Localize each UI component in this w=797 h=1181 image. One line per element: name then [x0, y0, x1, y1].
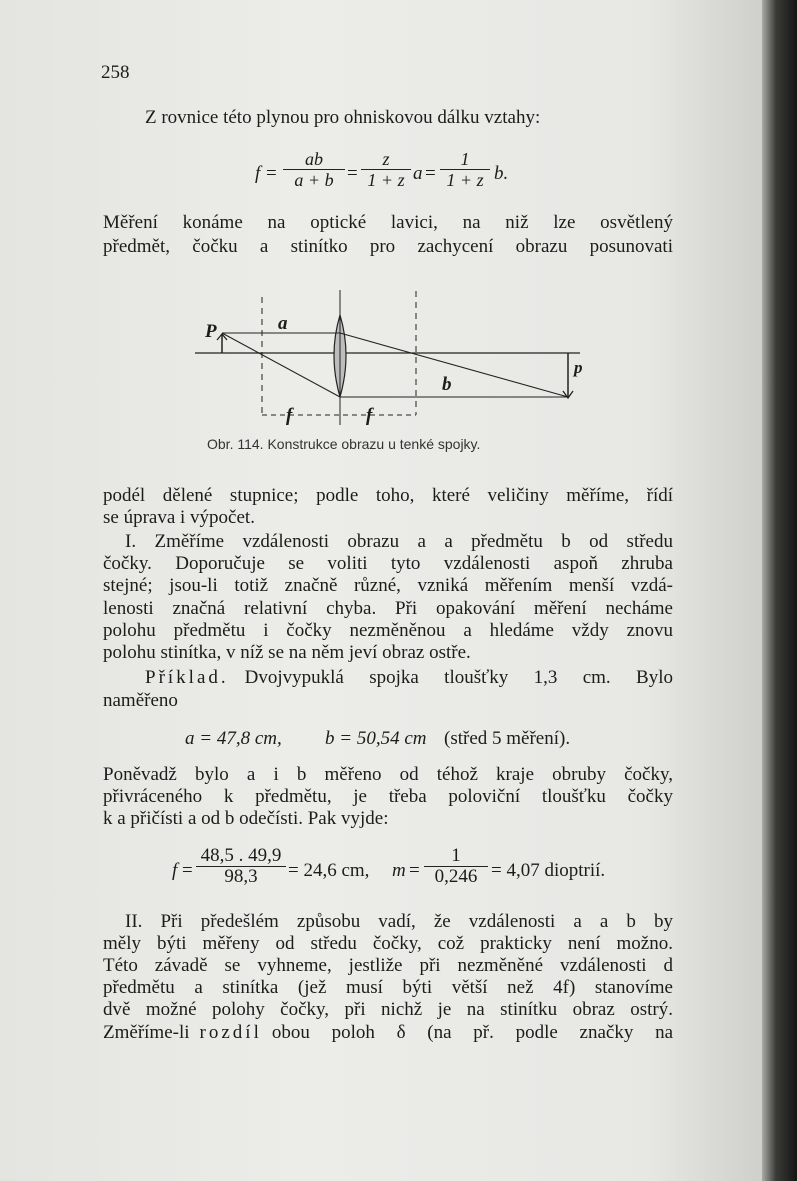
paragraph-line: I. Změříme vzdálenosti obrazu a a předmětu b od středu [125, 531, 673, 552]
paragraph-line: k a přičísti a od b odečísti. Pak vyjde: [103, 808, 389, 829]
last-line-start: Změříme-li [103, 1022, 190, 1043]
figure-caption: Obr. 114. Konstrukce obrazu u tenké spojky. [207, 436, 481, 452]
paragraph-line: stejné; jsou-li totiž značně různé, vzniká měřením menší vzdá- [103, 575, 673, 596]
label-a: a [278, 313, 288, 334]
paragraph-line: Měření konáme na optické lavici, na niž lze osvětlený [103, 212, 673, 233]
label-b: b [442, 374, 452, 395]
paragraph-line: II. Při předešlém způsobu vadí, že vzdálenosti a a b by [125, 911, 673, 932]
book-spine [762, 0, 797, 1181]
formula-eq: = [266, 163, 277, 184]
example-text: Dvojvypuklá spojka tloušťky 1,3 cm. Bylo [244, 667, 673, 688]
paragraph-line: lenosti značná relativní chyba. Při opakování měření necháme [103, 598, 673, 619]
last-line-end: obou poloh δ (na př. podle značky na [271, 1022, 673, 1043]
fraction-ab: $\frac{ab}{a + b}$ [283, 149, 345, 190]
paragraph-line: polohu předmětu i čočky nezměněnou a hledáme vždy znovu [103, 620, 673, 641]
label-p: p [574, 358, 583, 377]
formula2-result2: = 4,07 dioptrií. [491, 860, 606, 881]
formula2-result1: = 24,6 cm, [288, 860, 370, 881]
paragraph-line: Této závadě se vyhneme, jestliže při nezměněné vzdálenosti d [103, 955, 673, 976]
paragraph-line: polohu stinítka, v níž se na něm jeví obraz ostře. [103, 642, 471, 663]
example-label: Příklad. [145, 667, 229, 688]
fraction-z: $\frac{z}{1 + z}$ [361, 149, 411, 190]
intro-line: Z rovnice této plynou pro ohniskovou dálku vztahy: [145, 107, 541, 128]
page-number: 258 [101, 62, 130, 83]
measure-a: a = 47,8 cm, [185, 728, 282, 749]
last-line-spaced: rozdíl [199, 1022, 262, 1043]
fraction-one: $\frac{1}{1 + z}$ [440, 149, 490, 190]
paragraph-line: předmětu a stinítka (jež musí býti větší než 4f) stanovíme [103, 977, 673, 998]
paragraph-line: naměřeno [103, 690, 178, 711]
paragraph-line: předmět, čočku a stinítko pro zachycení obrazu posunovati [103, 236, 673, 257]
paragraph-line: podél dělené stupnice; podle toho, které veličiny měříme, řídí [103, 485, 673, 506]
paragraph-line: dvě možné polohy čočky, při nichž je na stinítku obraz ostrý. [103, 999, 673, 1020]
formula-b: b. [494, 163, 509, 184]
formula2-f: f [172, 860, 178, 881]
label-P: P [205, 321, 217, 342]
fraction-dioptre: $\frac{1}{0,246}$ [424, 846, 488, 887]
formula-a: a [413, 163, 423, 184]
lens-construction-diagram [190, 285, 590, 430]
measure-b: b = 50,54 cm [325, 728, 427, 749]
formula-f: f [255, 163, 261, 184]
last-line [103, 1022, 673, 1044]
paragraph-line: čočky. Doporučuje se voliti tyto vzdálenosti aspoň zhruba [103, 553, 673, 574]
example-line [145, 667, 673, 689]
label-f-right: f [366, 405, 373, 426]
paragraph-line: Poněvadž bylo a i b měřeno od téhož kraje obruby čočky, [103, 764, 673, 785]
paragraph-line: přivráceného k předmětu, je třeba poloviční tloušťku čočky [103, 786, 673, 807]
formula2-m: m [392, 860, 406, 881]
paragraph-line: měly býti měřeny od středu čočky, což prakticky není možno. [103, 933, 673, 954]
label-f-left: f [286, 405, 293, 426]
measure-note: (střed 5 měření). [444, 728, 571, 749]
paragraph-line: se úprava i výpočet. [103, 507, 255, 528]
fraction-focal: $\frac{48,5 . 49,9}{98,3}$ [196, 846, 286, 887]
